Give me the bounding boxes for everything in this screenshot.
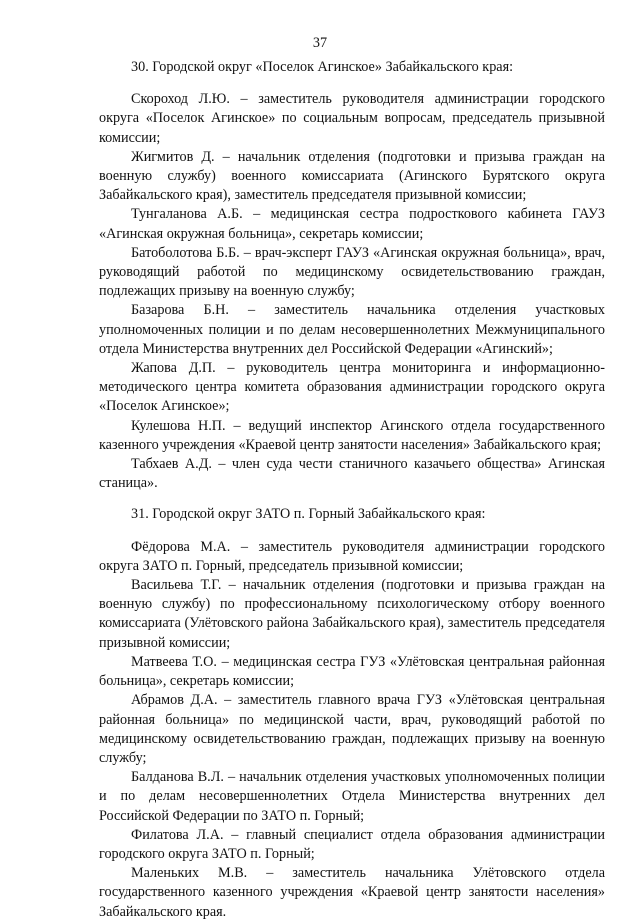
member-paragraph: Батоболотова Б.Б. – врач-эксперт ГАУЗ «Агинская окружная больница», врач, руководящий работой по медицинскому освидетельствованию граждан, подлежащих призыву на военную службу; bbox=[99, 244, 605, 300]
member-paragraph: Абрамов Д.А. – заместитель главного врача ГУЗ «Улётовская центральная районная больница» по медицинской части, врач, руководящий работой по медицинскому освидетельствованию граждан, подлежащих призыву на военную службу; bbox=[99, 692, 605, 766]
document-body bbox=[99, 58, 605, 922]
member-paragraph: Матвеева Т.О. – медицинская сестра ГУЗ «Улётовская центральная районная больница», секретарь комиссии; bbox=[99, 653, 605, 690]
member-paragraph: Жигмитов Д. – начальник отделения (подготовки и призыва граждан на военную службу) военного комиссариата (Агинского Бурятского округа Забайкальского края), заместитель председателя призывной комиссии; bbox=[99, 148, 605, 204]
member-paragraph: Табхаев А.Д. – член суда чести станичного казачьего общества» Агинская станица». bbox=[99, 456, 605, 492]
section-heading-31: 31. Городской округ ЗАТО п. Горный Забайкальского края: bbox=[131, 506, 486, 523]
member-paragraph: Базарова Б.Н. – заместитель начальника отделения участковых уполномоченных полиции и по делам несовершеннолетних Межмуниципального отдела Министерства внутренних дел Российской Федерации «Агинский»; bbox=[99, 302, 605, 357]
member-paragraph: Балданова В.Л. – начальник отделения участковых уполномоченных полиции и по делам несовершеннолетних Отдела Министерства внутренних дел Российской Федерации по ЗАТО п. Горный; bbox=[99, 769, 605, 824]
member-paragraph: Фёдорова М.А. – заместитель руководителя администрации городского округа ЗАТО п. Горный, председатель призывной комиссии; bbox=[99, 538, 605, 574]
member-paragraph: Васильева Т.Г. – начальник отделения (подготовки и призыва граждан на военную службу) по профессиональному психологическому отбору военного комиссариата (Улётовского района Забайкальского края), заместитель председателя призывной комиссии; bbox=[99, 577, 605, 651]
member-paragraph: Жапова Д.П. – руководитель центра мониторинга и информационно-методического центра комитета образования администрации городского округа «Поселок Агинское»; bbox=[99, 360, 605, 415]
member-paragraph: Маленьких М.В. – заместитель начальника Улётовского отдела государственного казенного учреждения «Краевой центр занятости населения» Забайкальского края. bbox=[99, 865, 605, 920]
section-heading-30: 30. Городской округ «Поселок Агинское» Забайкальского края: bbox=[131, 59, 514, 75]
member-paragraph: Филатова Л.А. – главный специалист отдела образования администрации городского округа ЗАТО п. Горный; bbox=[99, 826, 605, 862]
page-number: 37 bbox=[312, 35, 328, 51]
member-paragraph: Тунгаланова А.Б. – медицинская сестра подросткового кабинета ГАУЗ «Агинская окружная больница», секретарь комиссии; bbox=[99, 206, 605, 242]
member-paragraph: Скороход Л.Ю. – заместитель руководителя администрации городского округа «Поселок Агинское» по социальным вопросам, председатель призывной комиссии; bbox=[99, 91, 605, 146]
member-paragraph: Кулешова Н.П. – ведущий инспектор Агинского отдела государственного казенного учреждения «Краевой центр занятости населения» Забайкальского края; bbox=[99, 417, 605, 453]
section-spacer bbox=[99, 493, 605, 505]
